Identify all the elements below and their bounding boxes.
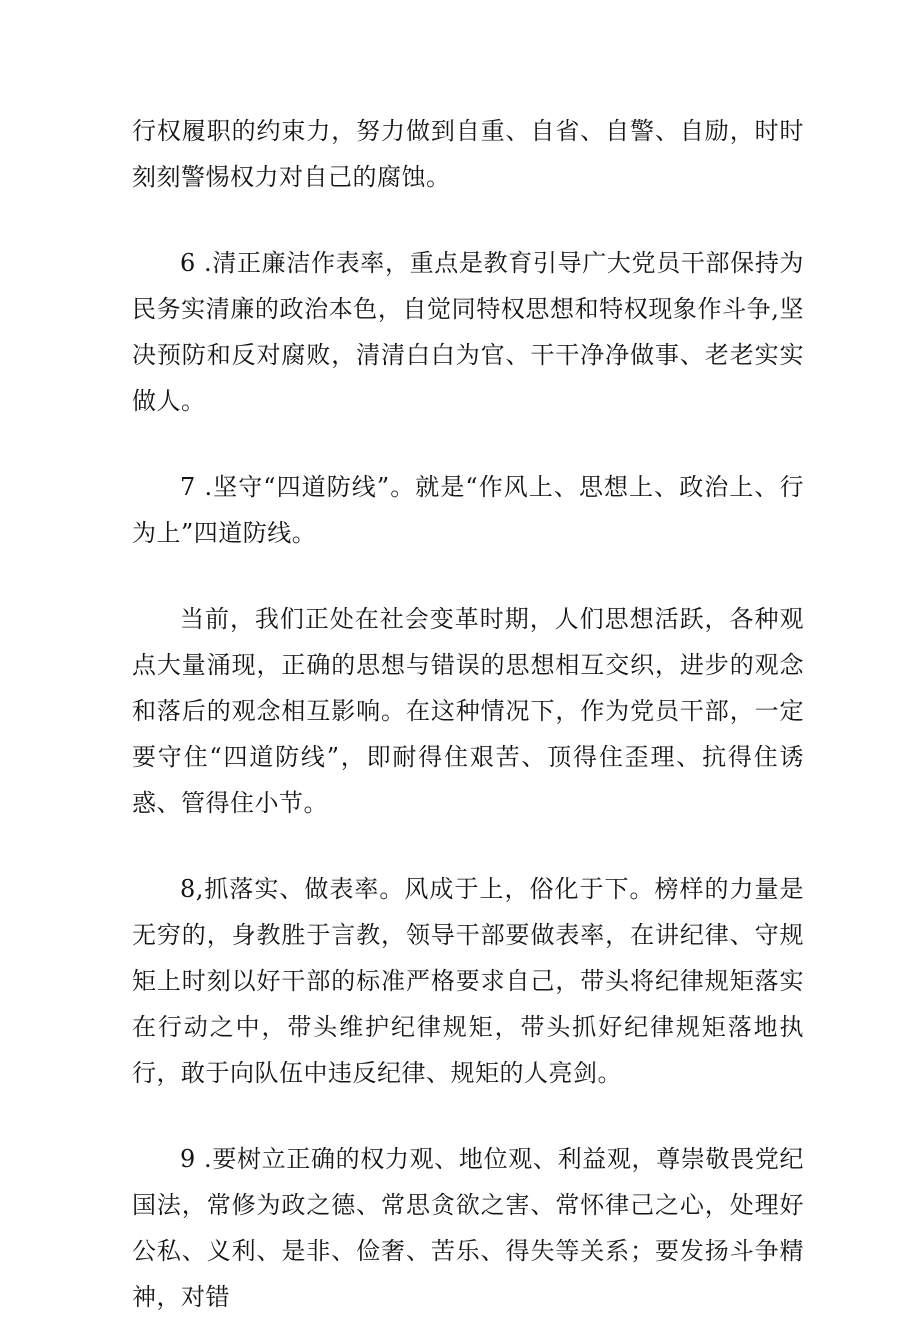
document-page: [132, 108, 804, 1320]
paragraph-item-6: 6 .清正廉洁作表率，重点是教育引导广大党员干部保持为民务实清廉的政治本色，自觉同特权思想和特权现象作斗争,坚决预防和反对腐败，清清白白为官、干干净净做事、老老实实做人。: [132, 249, 804, 415]
paragraph-item-7: 7 .坚守“四道防线”。就是“作风上、思想上、政治上、行为上”四道防线。: [132, 473, 804, 547]
paragraph-item-9: 9 .要树立正确的权力观、地位观、利益观，尊崇敬畏党纪国法，常修为政之德、常思贪欲之害、常怀律己之心，处理好公私、义利、是非、俭奢、苦乐、得失等关系；要发扬斗争精神，对错: [132, 1145, 804, 1311]
paragraph-body: 当前，我们正处在社会变革时期，人们思想活跃，各种观点大量涌现，正确的思想与错误的思想相互交织，进步的观念和落后的观念相互影响。在这种情况下，作为党员干部，一定要守住“四道防线”，即耐得住艰苦、顶得住歪理、抗得住诱惑、管得住小节。: [132, 605, 804, 817]
paragraph-item-8: 8,抓落实、做表率。风成于上，俗化于下。榜样的力量是无穷的，身教胜于言教，领导干部要做表率，在讲纪律、守规矩上时刻以好干部的标准严格要求自己，带头将纪律规矩落实在行动之中，带头维护纪律规矩，带头抓好纪律规矩落地执行，敢于向队伍中违反纪律、规矩的人亮剑。: [132, 875, 804, 1087]
paragraph-continuation: 行权履职的约束力，努力做到自重、自省、自警、自励，时时刻刻警惕权力对自己的腐蚀。: [132, 117, 804, 191]
